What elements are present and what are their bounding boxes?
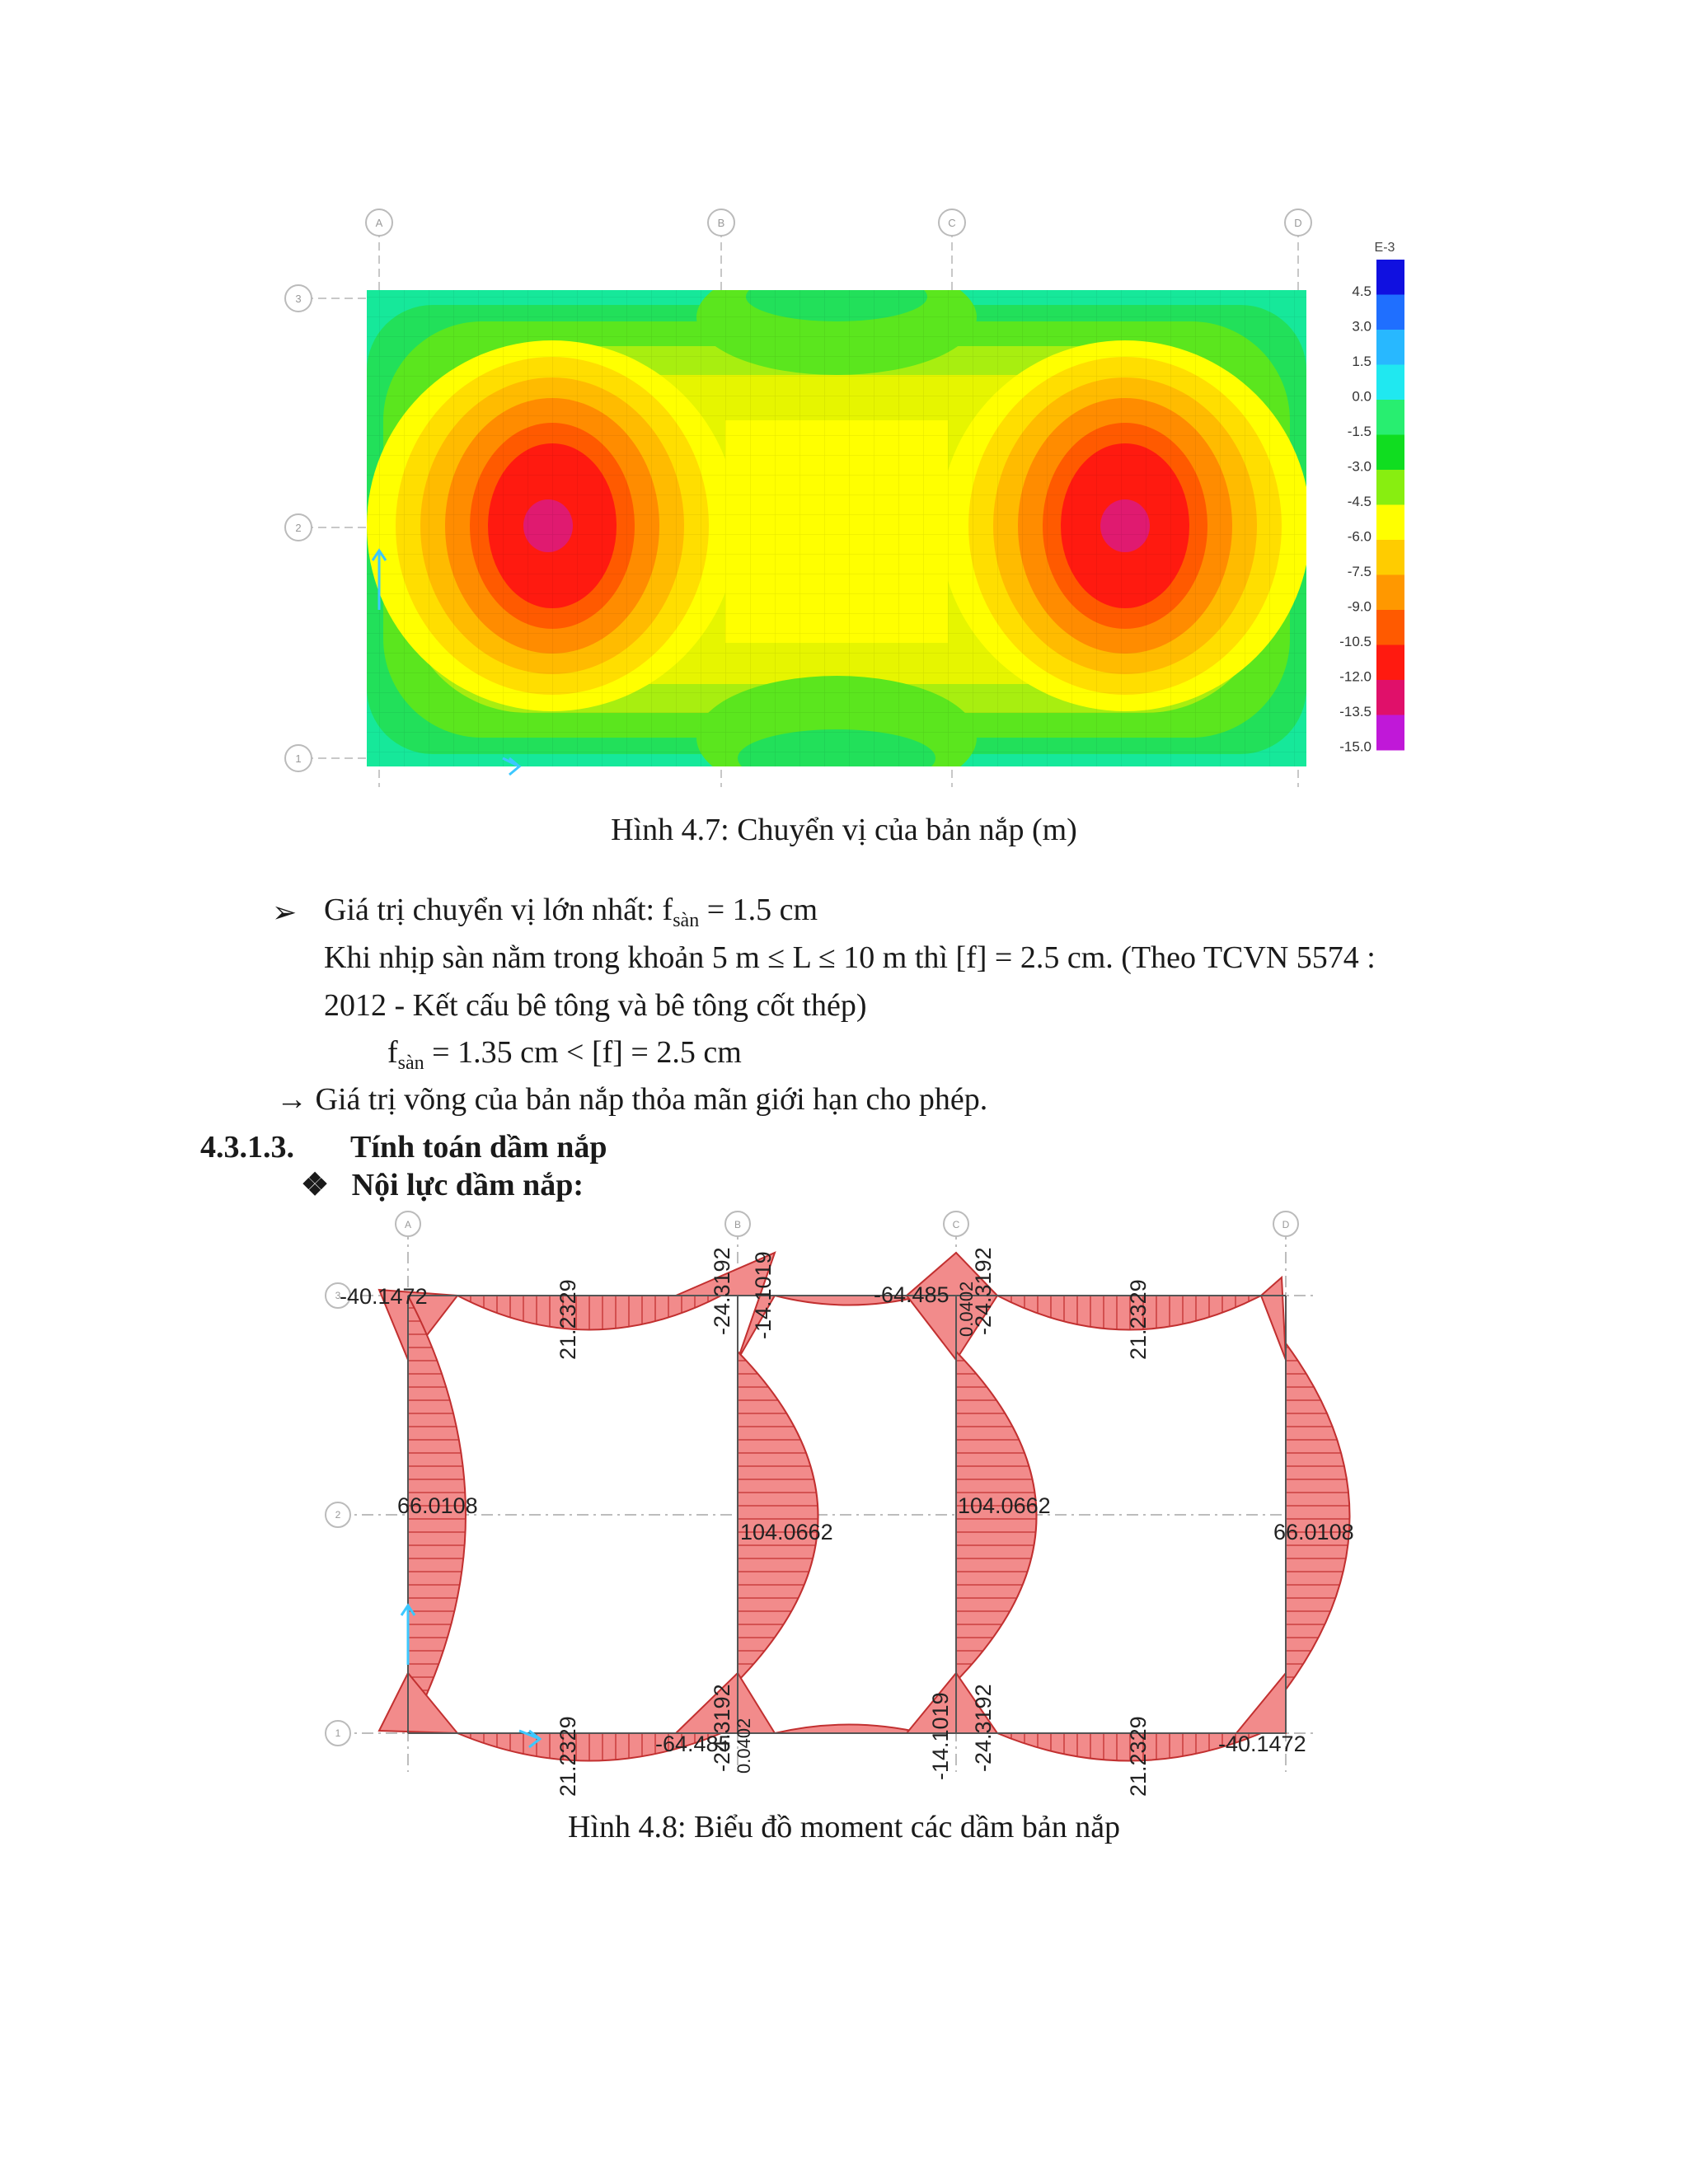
label-bot-c-1: -14.1019 [928, 1692, 953, 1780]
legend-tick: 1.5 [1352, 354, 1372, 369]
legend-unit: E-3 [1374, 241, 1395, 255]
label-bot-b-3: 0.0402 [734, 1718, 754, 1774]
legend-tick: -10.5 [1339, 634, 1372, 649]
grid-label-d: D [1294, 217, 1302, 229]
section-number: 4.3.1.3. [200, 1130, 294, 1165]
grid2-label-a: A [404, 1219, 412, 1230]
subsection-title: Nội lực dầm nắp: [351, 1168, 584, 1202]
label-bot-mid-3: 21.2329 [1126, 1716, 1151, 1797]
legend-tick: -15.0 [1339, 738, 1372, 755]
label-bot-b-1: -64.485 [655, 1732, 731, 1756]
label-top-left-end: -40.1472 [340, 1284, 428, 1309]
legend-swatch [1376, 435, 1404, 471]
legend-swatch [1376, 365, 1404, 401]
moment-diagram-figure [313, 1203, 1418, 1813]
legend-swatch [1376, 470, 1404, 505]
moment-bot-span-bc [775, 1725, 923, 1734]
subsection-heading [301, 1166, 584, 1203]
bullet-max-displacement [272, 892, 818, 932]
bullet-text: Giá trị chuyển vị lớn nhất: $f_{sàn} = 1.5$ cm [324, 893, 818, 931]
legend-tick: 3.0 [1352, 318, 1372, 335]
legend-tick: -3.0 [1347, 458, 1372, 475]
contour-slab [367, 260, 1311, 799]
label-bot-right-end: -40.1472 [1218, 1732, 1306, 1756]
paragraph-span-limit: Khi nhịp sàn nằm trong khoản 5 m ≤ L ≤ 10 m thì [f] = 2.5 cm. (Theo TCVN 5574 : [324, 940, 1376, 975]
label-col-a: 66.0108 [397, 1493, 478, 1518]
legend-tick: -1.5 [1347, 424, 1372, 439]
label-col-d: 66.0108 [1273, 1520, 1354, 1544]
moment-shapes [379, 1253, 1350, 1761]
legend-tick: -9.0 [1347, 598, 1372, 615]
color-legend [1339, 241, 1404, 755]
moment-top-hog-d [1261, 1277, 1286, 1360]
displacement-contour-figure [280, 198, 1418, 808]
legend-swatch [1376, 295, 1404, 330]
legend-tick: -12.0 [1339, 668, 1372, 685]
grid2-label-c: C [952, 1219, 960, 1230]
legend-swatch [1376, 610, 1404, 645]
legend-tick: -6.0 [1347, 528, 1372, 545]
equation-deflection: $f_{sàn} = 1.35$ cm < [f] = 2.5 cm [387, 1035, 742, 1074]
grid-label-3: 3 [295, 293, 302, 305]
grid-label-c: C [948, 217, 956, 229]
legend-swatch [1376, 645, 1404, 681]
label-bot-mid-1: 21.2329 [556, 1716, 580, 1797]
legend-swatch [1376, 330, 1404, 365]
grid2-label-3: 3 [335, 1290, 341, 1301]
label-b-top-2: -14.1019 [751, 1251, 776, 1339]
moment-bot-hog-d [1236, 1673, 1286, 1733]
grid-label-1: 1 [295, 752, 302, 765]
grid2-label-1: 1 [335, 1727, 341, 1739]
legend-swatch [1376, 400, 1404, 435]
legend-tick: 4.5 [1352, 284, 1372, 299]
conclusion-line: → Giá trị võng của bản nắp thỏa mãn giới hạn cho phép. [276, 1082, 988, 1117]
label-col-b: 104.0662 [740, 1520, 833, 1544]
label-bot-b-2: -24.3192 [710, 1684, 734, 1772]
label-top-mid-3: 21.2329 [1126, 1279, 1151, 1360]
legend-tick: -7.5 [1347, 564, 1372, 579]
section-heading [200, 1129, 607, 1165]
grid-label-b: B [717, 217, 725, 229]
legend-swatch [1376, 505, 1404, 541]
grid2-label-b: B [734, 1219, 742, 1230]
label-col-c: 104.0662 [958, 1493, 1051, 1518]
legend-swatch [1376, 680, 1404, 715]
grid2-label-2: 2 [335, 1509, 341, 1521]
label-c-top-1: -64.485 [874, 1282, 950, 1307]
legend-tick: 0.0 [1352, 388, 1372, 405]
diamond-bullet-icon: ❖ [301, 1168, 330, 1202]
legend-tick: -4.5 [1347, 494, 1372, 509]
figure-caption-4-8: Hình 4.8: Biểu đồ moment các dầm bản nắp [567, 1810, 1121, 1844]
grid-label-2: 2 [295, 522, 302, 534]
legend-swatch [1376, 260, 1404, 295]
arrowhead-bullet-icon: ➢ [272, 896, 298, 929]
grid-label-a: A [375, 217, 383, 229]
legend-swatch [1376, 575, 1404, 611]
figure-caption-4-7: Hình 4.7: Chuyển vị của bản nắp (m) [611, 813, 1077, 847]
grid2-label-d: D [1282, 1219, 1290, 1230]
section-title: Tính toán dầm nắp [350, 1130, 607, 1165]
label-c-top-2: 0.0402 [956, 1281, 977, 1337]
legend-tick: -13.5 [1339, 704, 1372, 719]
legend-swatch [1376, 540, 1404, 575]
paragraph-standard-ref: 2012 - Kết cấu bê tông và bê tông cốt thép) [324, 988, 867, 1023]
label-bot-c-2: -24.3192 [971, 1684, 996, 1772]
legend-swatch [1376, 715, 1404, 751]
label-c-top-3: -24.3192 [971, 1247, 996, 1335]
label-b-top-1: -24.3192 [710, 1247, 734, 1335]
label-top-mid-1: 21.2329 [556, 1279, 580, 1360]
